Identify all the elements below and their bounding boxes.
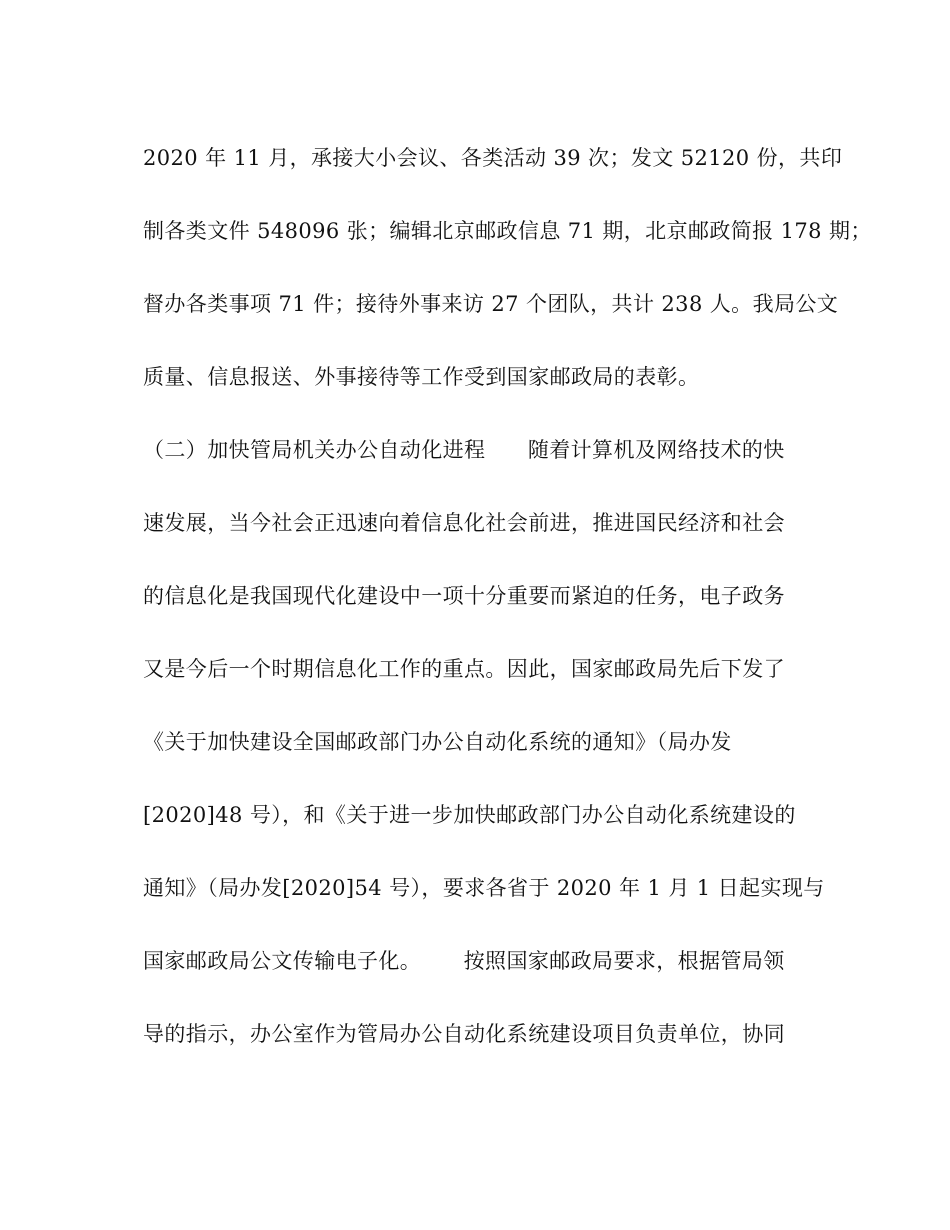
paragraph-line: 速发展，当今社会正迅速向着信息化社会前进，推进国民经济和社会 [143, 511, 785, 535]
paragraph-line: 制各类文件 548096 张；编辑北京邮政信息 71 期，北京邮政简报 178 期； [143, 219, 872, 243]
paragraph-line: [2020]48 号），和《关于进一步加快邮政部门办公自动化系统建设的 [143, 803, 796, 827]
paragraph-line: 质量、信息报送、外事接待等工作受到国家邮政局的表彰。 [143, 365, 700, 389]
paragraph-line: 又是今后一个时期信息化工作的重点。因此，国家邮政局先后下发了 [143, 657, 785, 681]
section-heading-line: （二）加快管局机关办公自动化进程 随着计算机及网络技术的快 [143, 438, 785, 462]
paragraph-line: 《关于加快建设全国邮政部门办公自动化系统的通知》（局办发 [143, 730, 732, 754]
paragraph-line: 导的指示，办公室作为管局办公自动化系统建设项目负责单位，协同 [143, 1022, 785, 1046]
paragraph-line: 国家邮政局公文传输电子化。 按照国家邮政局要求，根据管局领 [143, 949, 785, 973]
paragraph-line: 的信息化是我国现代化建设中一项十分重要而紧迫的任务，电子政务 [143, 584, 785, 608]
paragraph-line: 2020 年 11 月，承接大小会议、各类活动 39 次；发文 52120 份，共印 [143, 146, 843, 170]
paragraph-line: 督办各类事项 71 件；接待外事来访 27 个团队，共计 238 人。我局公文 [143, 292, 839, 316]
paragraph-line: 通知》（局办发[2020]54 号），要求各省于 2020 年 1 月 1 日起实现与 [143, 876, 825, 900]
